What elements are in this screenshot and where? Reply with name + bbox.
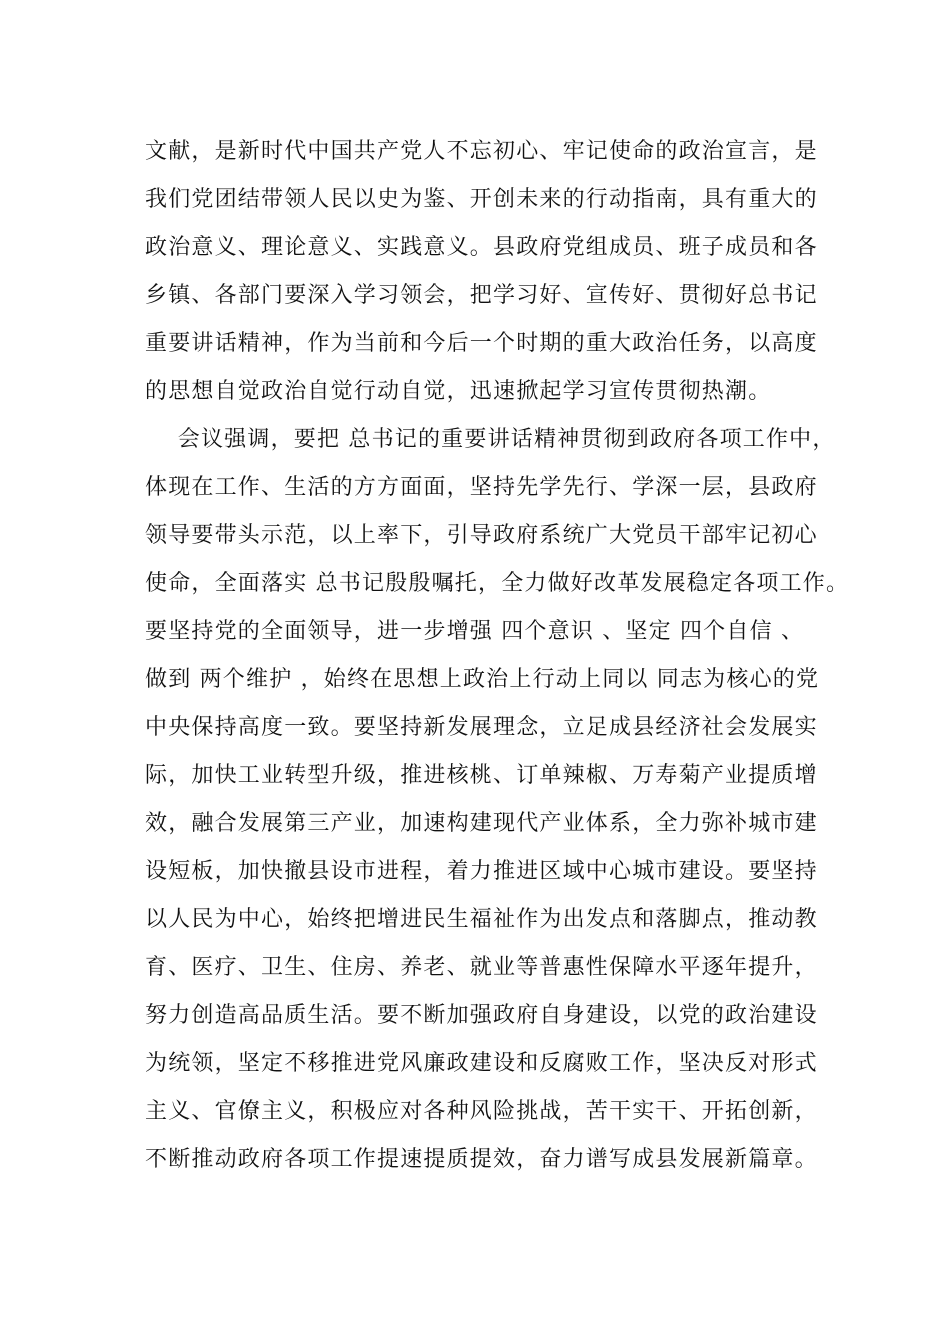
text-line: 重要讲话精神，作为当前和今后一个时期的重大政治任务，以高度 — [145, 331, 818, 356]
text-line: 文献，是新时代中国共产党人不忘初心、牢记使命的政治宣言，是 — [145, 139, 818, 164]
text-line: 领导要带头示范，以上率下，引导政府系统广大党员干部牢记初心 — [145, 523, 818, 548]
text-line: 主义、官僚主义，积极应对各种风险挑战，苦干实干、开拓创新， — [145, 1099, 818, 1124]
text-line: 设短板，加快撤县设市进程，着力推进区域中心城市建设。要坚持 — [145, 859, 818, 884]
text-line: 政治意义、理论意义、实践意义。县政府党组成员、班子成员和各 — [145, 235, 818, 260]
text-line: 中央保持高度一致。要坚持新发展理念，立足成县经济社会发展实 — [145, 715, 818, 740]
text-line: 我们党团结带领人民以史为鉴、开创未来的行动指南，具有重大的 — [145, 187, 818, 212]
text-line: 为统领，坚定不移推进党风廉政建设和反腐败工作，坚决反对形式 — [145, 1051, 818, 1076]
text-line: 做到 两个维护 ，始终在思想上政治上行动上同以 同志为核心的党 — [145, 667, 820, 692]
text-line: 乡镇、各部门要深入学习领会，把学习好、宣传好、贯彻好总书记 — [145, 283, 818, 308]
text-line: 努力创造高品质生活。要不断加强政府自身建设，以党的政治建设 — [145, 1003, 818, 1028]
paragraph-start-line: 会议强调，要把 总书记的重要讲话精神贯彻到政府各项工作中， — [145, 427, 836, 452]
text-line: 效，融合发展第三产业，加速构建现代产业体系，全力弥补城市建 — [145, 811, 818, 836]
text-line: 要坚持党的全面领导，进一步增强 四个意识 、坚定 四个自信 、 — [145, 619, 805, 644]
text-line: 以人民为中心，始终把增进民生福祉作为出发点和落脚点，推动教 — [145, 907, 818, 932]
text-line: 的思想自觉政治自觉行动自觉，迅速掀起学习宣传贯彻热潮。 — [145, 379, 772, 404]
text-line: 不断推动政府各项工作提速提质提效，奋力谱写成县发展新篇章。 — [145, 1147, 818, 1172]
text-line: 体现在工作、生活的方方面面，坚持先学先行、学深一层，县政府 — [145, 475, 818, 500]
text-line: 使命，全面落实 总书记殷殷嘱托，全力做好改革发展稳定各项工作。 — [145, 571, 850, 596]
text-line: 育、医疗、卫生、住房、养老、就业等普惠性保障水平逐年提升， — [145, 955, 818, 980]
document-body — [145, 128, 850, 1184]
text-line: 际，加快工业转型升级，推进核桃、订单辣椒、万寿菊产业提质增 — [145, 763, 818, 788]
